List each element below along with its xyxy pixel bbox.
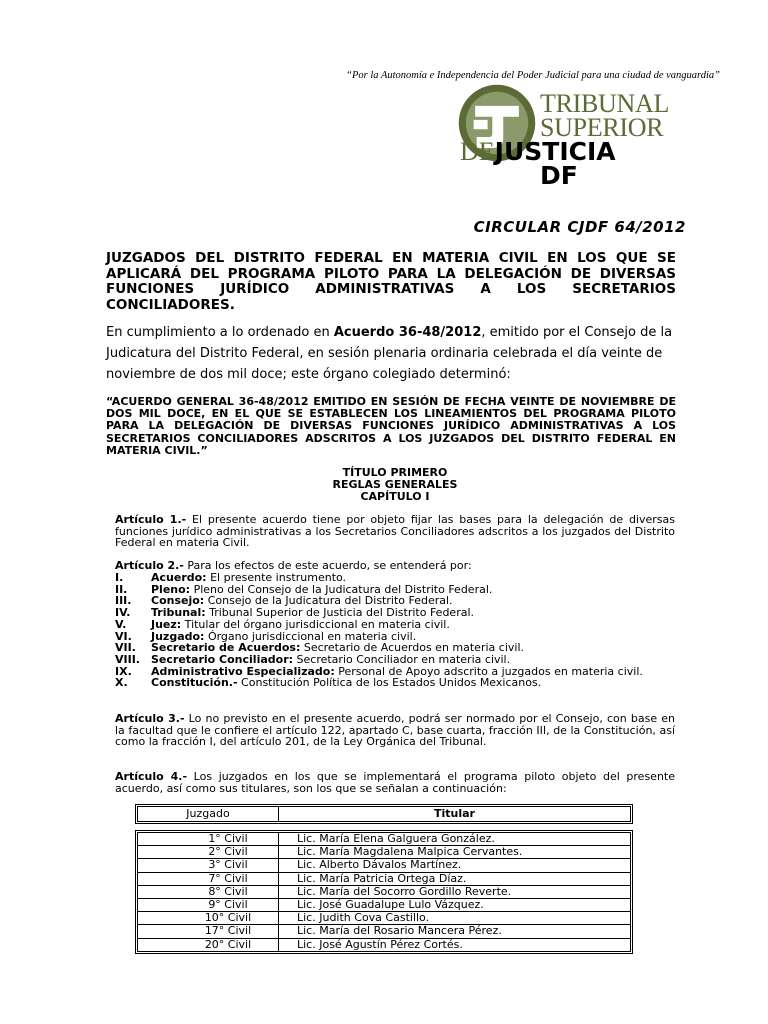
definition-term: Juzgado: [151,629,205,643]
article-4-text: Los juzgados en los que se implementará el programa piloto objeto del presente acuerdo, así como sus titulares, son los que se señalan a continuación: [115,770,676,795]
header-juzgado: Juzgado [186,807,230,820]
definitions-list [115,572,675,689]
title-primero: TÍTULO PRIMERO [342,466,448,479]
article-3-label: Artículo 3.- [115,712,185,725]
cell-titular: Lic. Judith Cova Castillo. [278,912,630,924]
article-2-text: Para los efectos de este acuerdo, se entenderá por: [183,559,472,572]
cell-titular: Lic. María Magdalena Malpica Cervantes. [278,846,630,858]
definition-number: IX. [115,664,132,678]
article-3-text: Lo no previsto en el presente acuerdo, podrá ser normado por el Consejo, con base en la facultad que le confiere el artículo 122, apartado C, base cuarta, fracción III, de la Constitución, así como la fracción I, del artículo 201, de la Ley Orgánica del Tribunal. [115,712,675,749]
title-reglas: REGLAS GENERALES [332,478,458,492]
logo-line-superior: SUPERIOR [540,112,664,142]
agreement-quote: “ACUERDO GENERAL 36-48/2012 EMITIDO EN SESIÓN DE FECHA VEINTE DE NOVIEMBRE DE DOS MIL DOCE, EN EL QUE SE ESTABLECEN LOS LINEAMIENTOS DEL PROGRAMA PILOTO PARA LA DELEGACIÓN DE DIVERSAS FUNCIONES JURÍDICO ADMINISTRATIVAS A LOS SECRETARIOS CONCILIADORES ADSCRITOS A LOS JUZGADOS DEL DISTRITO FEDERAL EN MATERIA CIVIL.” [106,395,676,457]
cell-titular: Lic. Alberto Dávalos Martínez. [278,859,630,871]
table-header [137,806,631,822]
definition-text: Secretario de Acuerdos en materia civil. [300,641,524,655]
definition-term: Juez: [151,617,182,631]
article-3 [115,713,675,748]
title-capitulo: CAPÍTULO I [360,490,430,504]
article-4 [115,771,675,794]
header-motto: “Por la Autonomía e Independencia del Poder Judicial para una ciudad de vanguardia” [346,70,720,81]
definition-term: Constitución.- [151,676,238,690]
cell-juzgado: 2° Civil [208,845,248,859]
table-row [138,924,630,937]
article-2-label: Artículo 2.- [115,559,184,572]
definition-text: Secretario Conciliador en materia civil. [293,652,511,666]
logo-line-justicia: JUSTICIA [494,136,616,166]
definition-text: Órgano jurisdiccional en materia civil. [204,629,417,643]
cell-juzgado: 20° Civil [204,937,252,951]
article-1-label: Artículo 1.- [115,513,187,526]
definition-number: VI. [115,629,132,643]
cell-juzgado: 10° Civil [204,911,252,925]
article-2 [115,560,675,572]
definition-text: Consejo de la Judicatura del Distrito Federal. [204,594,453,608]
intro-pre: En cumplimiento a lo ordenado en [106,325,334,340]
table-row [138,872,630,885]
definition-text: El presente instrumento. [206,571,347,584]
definition-number: IV. [115,606,131,620]
document-heading: JUZGADOS DEL DISTRITO FEDERAL EN MATERIA CIVIL EN LOS QUE SE APLICARÁ DEL PROGRAMA PILOTO PARA LA DELEGACIÓN DE DIVERSAS FUNCIONES JURÍDICO ADMINISTRATIVAS A LOS SECRETARIOS CONCILIADORES. [106,250,676,313]
definition-number: VIII. [115,652,140,666]
courts-table [137,806,631,952]
cell-titular: Lic. José Guadalupe Lulo Vázquez. [278,899,630,911]
definition-text: Constitución Política de los Estados Unidos Mexicanos. [237,676,542,690]
definition-term: Acuerdo: [151,571,207,584]
table-row [138,858,630,871]
definition-text: Tribunal Superior de Justicia del Distrito Federal. [205,606,475,620]
cell-juzgado: 8° Civil [208,884,248,898]
logo-line-tribunal: TRIBUNAL [540,89,670,118]
title-block [106,467,684,504]
definition-term: Secretario de Acuerdos: [151,641,301,655]
cell-juzgado: 17° Civil [204,924,252,938]
cell-titular: Lic. María del Rosario Mancera Pérez. [278,925,630,937]
definition-term: Pleno: [151,582,191,596]
definition-number: II. [115,582,128,596]
table-row [138,845,630,858]
definition-text: Personal de Apoyo adscrito a juzgados en materia civil. [334,664,643,678]
cell-titular: Lic. María Patricia Ortega Díaz. [278,873,630,885]
definition-text: Pleno del Consejo de la Judicatura del Distrito Federal. [190,582,493,596]
table-body [137,832,631,952]
table-row [138,938,630,951]
table-row [138,911,630,924]
definition-number: VII. [115,641,136,655]
article-1 [115,514,675,549]
definition-term: Tribunal: [151,606,206,620]
header-titular: Titular [278,807,630,821]
article-4-label: Artículo 4.- [115,770,188,783]
definition-term: Administrativo Especializado: [151,664,335,678]
definition-text: Titular del órgano jurisdiccional en materia civil. [181,617,450,631]
intro-paragraph [106,322,678,385]
definition-number: III. [115,594,132,608]
definition-number: I. [115,571,124,584]
cell-juzgado: 1° Civil [208,832,248,845]
definition-term: Consejo: [151,594,205,608]
definition-number: V. [115,617,127,631]
circular-number: CIRCULAR CJDF 64/2012 [473,218,686,236]
intro-post: , emitido por el Consejo de la Judicatura del Distrito Federal, en sesión plenaria ordinaria celebrada el día veinte de noviembre de dos mil doce; este órgano colegiado determinó: [106,325,673,382]
intro-agreement-ref: Acuerdo 36-48/2012 [333,325,482,340]
definition-number: X. [115,676,128,690]
definition-term: Secretario Conciliador: [151,652,294,666]
cell-titular: Lic. José Agustín Pérez Cortés. [278,939,630,951]
cell-juzgado: 9° Civil [208,897,248,911]
table-row [138,885,630,898]
table-row [138,833,630,845]
tribunal-logo [458,84,688,196]
logo-line-de: DE [460,136,495,166]
cell-titular: Lic. María Elena Galguera González. [278,833,630,845]
article-1-text: El presente acuerdo tiene por objeto fijar las bases para la delegación de diversas funciones jurídico administrativas a los Secretarios Conciliadores adscritos a los juzgados del Distrito Federal en materia Civil. [115,513,675,550]
cell-juzgado: 7° Civil [208,871,248,885]
logo-line-df: DF [540,160,578,190]
definition-item [115,677,675,689]
cell-juzgado: 3° Civil [208,858,248,872]
cell-titular: Lic. María del Socorro Gordillo Reverte. [278,886,630,898]
table-row [138,898,630,911]
